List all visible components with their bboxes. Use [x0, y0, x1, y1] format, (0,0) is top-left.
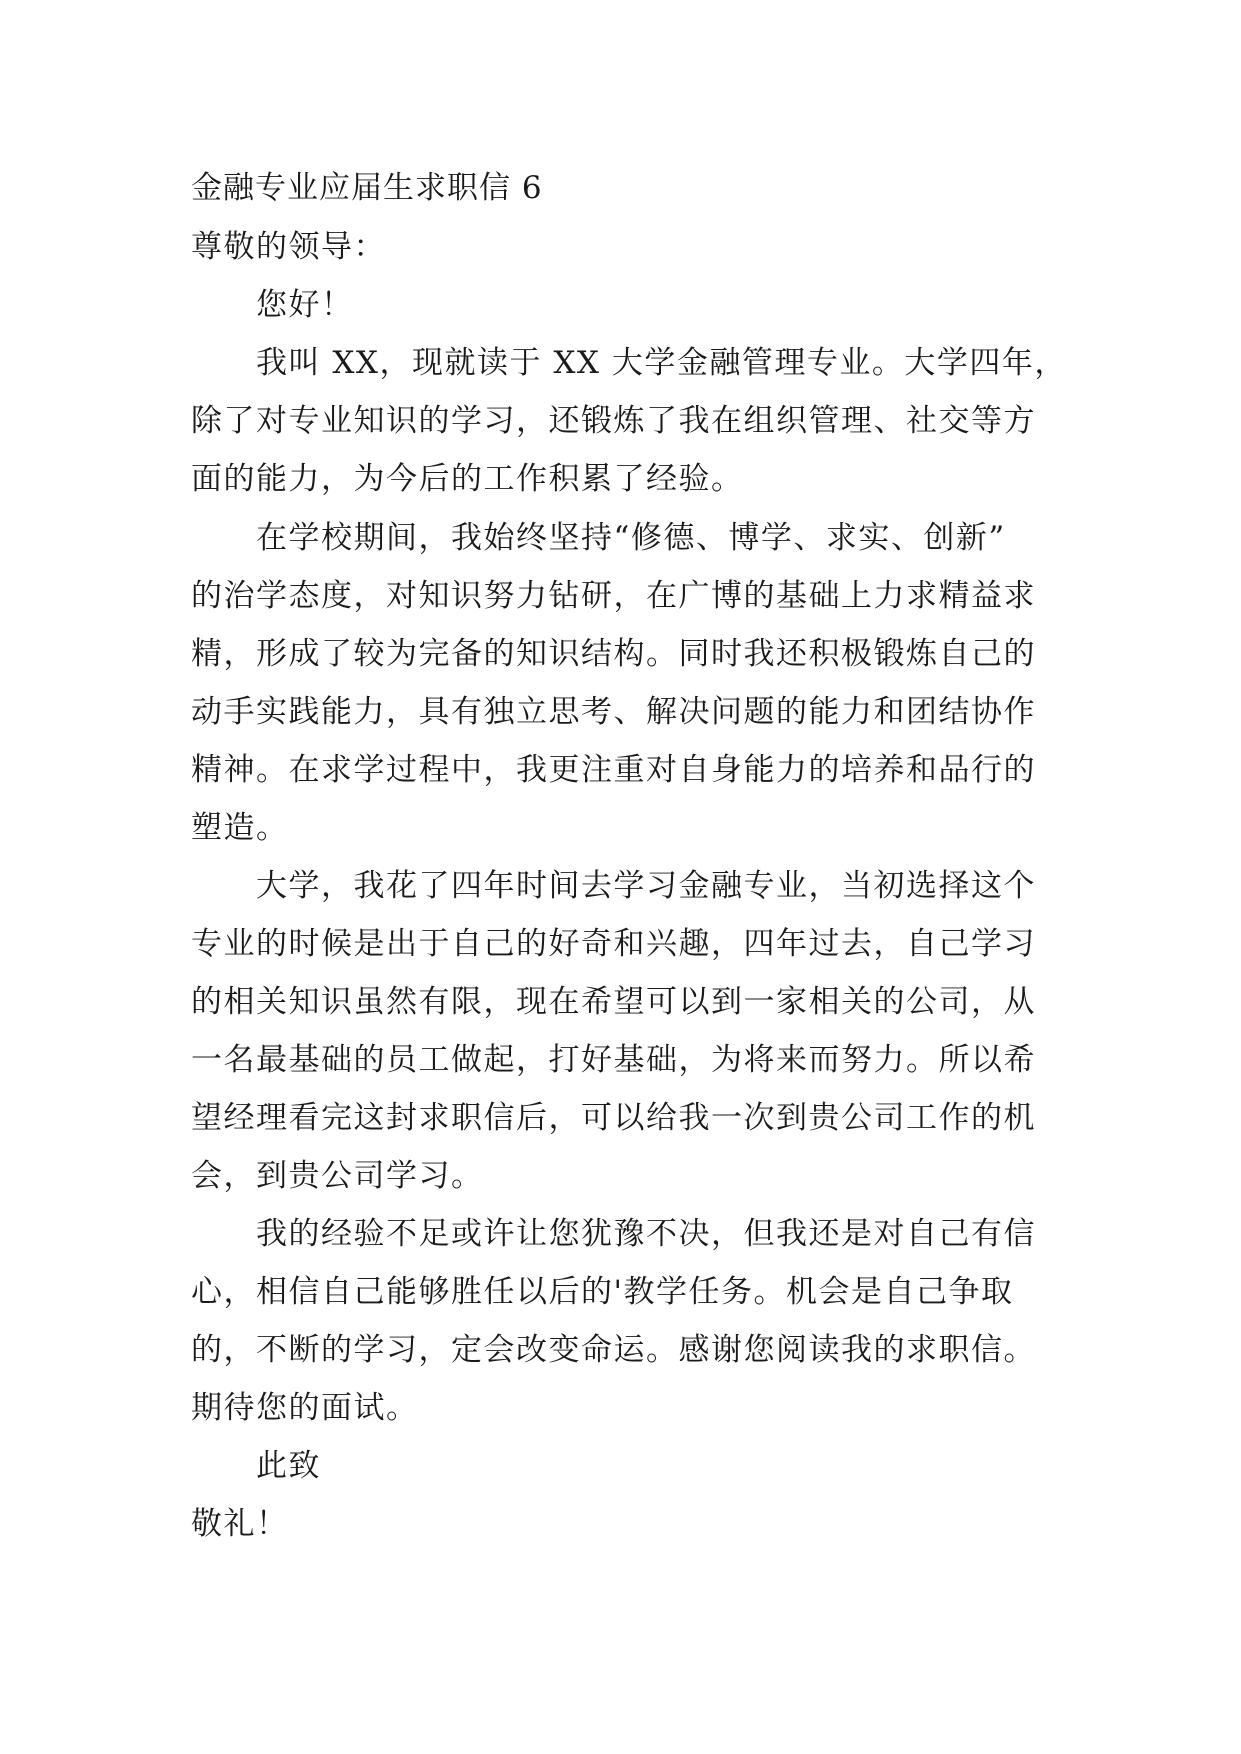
closing-line-2: 敬礼！	[191, 1506, 289, 1542]
paragraph-3-line-6: 会，到贵公司学习。	[191, 1158, 484, 1194]
paragraph-4-line-3: 的，不断的学习，定会改变命运。感谢您阅读我的求职信。	[191, 1332, 1036, 1368]
paragraph-4-line-2: 心，相信自己能够胜任以后的'教学任务。机会是自己争取	[191, 1274, 1014, 1310]
paragraph-1-line-2: 除了对专业知识的学习，还锻炼了我在组织管理、社交等方	[191, 403, 1036, 439]
paragraph-4-line-4: 期待您的面试。	[191, 1390, 419, 1426]
paragraph-3-line-3: 的相关知识虽然有限，现在希望可以到一家相关的公司，从	[191, 984, 1036, 1020]
paragraph-2-line-4: 动手实践能力，具有独立思考、解决问题的能力和团结协作	[191, 694, 1036, 730]
paragraph-1-line-1: 我叫 XX，现就读于 XX 大学金融管理专业。大学四年，	[256, 345, 1067, 381]
paragraph-3-line-4: 一名最基础的员工做起，打好基础，为将来而努力。所以希	[191, 1042, 1036, 1078]
paragraph-1-line-3: 面的能力，为今后的工作积累了经验。	[191, 461, 744, 497]
paragraph-3-line-2: 专业的时候是出于自己的好奇和兴趣，四年过去，自己学习	[191, 926, 1036, 962]
paragraph-3-line-5: 望经理看完这封求职信后，可以给我一次到贵公司工作的机	[191, 1100, 1036, 1136]
paragraph-3-line-1: 大学，我花了四年时间去学习金融专业，当初选择这个	[256, 868, 1036, 904]
paragraph-2-line-3: 精，形成了较为完备的知识结构。同时我还积极锻炼自己的	[191, 636, 1036, 672]
paragraph-2-line-2: 的治学态度，对知识努力钻研，在广博的基础上力求精益求	[191, 578, 1036, 614]
closing-line-1: 此致	[256, 1448, 321, 1484]
paragraph-2-line-5: 精神。在求学过程中，我更注重对自身能力的培养和品行的	[191, 752, 1036, 788]
paragraph-2-line-6: 塑造。	[191, 810, 289, 846]
paragraph-4-line-1: 我的经验不足或许让您犹豫不决，但我还是对自己有信	[256, 1216, 1036, 1252]
paragraph-2-line-1: 在学校期间，我始终坚持“修德、博学、求实、创新”	[256, 520, 1006, 556]
document-title: 金融专业应届生求职信 6	[191, 170, 543, 206]
salutation: 尊敬的领导：	[191, 229, 386, 265]
greeting: 您好！	[256, 287, 354, 323]
